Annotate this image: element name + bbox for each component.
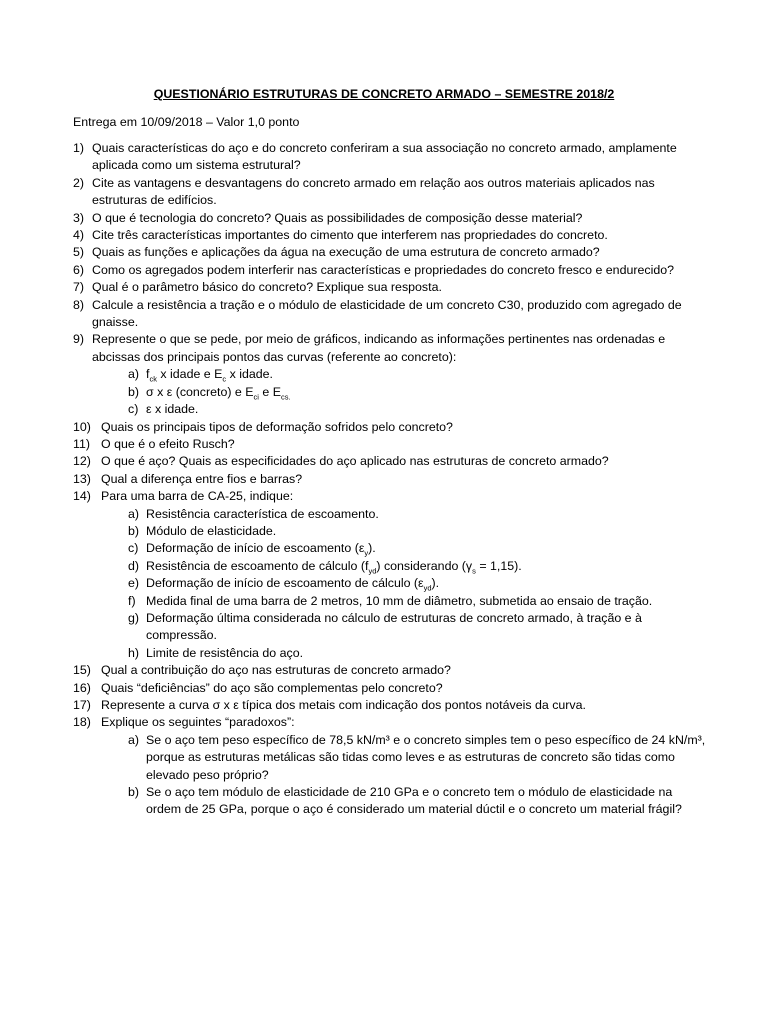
sub-item [0,610,768,645]
question-number: 8) [73,297,85,312]
sub-item-letter: b) [128,785,140,800]
sub-item-text: Se o aço tem módulo de elasticidade de 210 GPa e o concreto tem o módulo de elasticidade na ordem de 25 GPa, porque o aço é considerado um material dúctil e o concreto um material frágil? [146,785,682,817]
sub-item-letter: d) [128,558,140,573]
sub-item [0,593,768,610]
question-item [0,680,768,697]
question-number: 10) [73,419,91,434]
sub-item-text: σ x ε (concreto) e $E_{ci}$ e $E_{cs.}$ [146,384,291,402]
question-number: 15) [73,663,91,678]
question-number: 9) [73,332,85,347]
question-text: Quais os principais tipos de deformação sofridos pelo concreto? [101,419,453,434]
question-text: Cite as vantagens e desvantagens do concreto armado em relação aos outros materiais aplicados nas estruturas de edifícios. [92,175,655,208]
question-item [0,453,768,470]
question-number: 6) [73,262,85,277]
sub-item [0,540,768,557]
question-text: O que é tecnologia do concreto? Quais as possibilidades de composição desse material? [92,210,583,225]
question-number: 11) [73,436,90,451]
sub-item-letter: c) [128,541,139,556]
sub-item-text: Deformação última considerada no cálculo de estruturas de concreto armado, à tração e à compressão. [146,610,642,643]
document-title: QUESTIONÁRIO ESTRUTURAS DE CONCRETO ARMADO – SEMESTRE 2018/2 [153,87,615,101]
sub-item [0,523,768,540]
sub-item-text: Medida final de uma barra de 2 metros, 10 mm de diâmetro, submetida ao ensaio de tração. [146,593,653,608]
sub-item [0,506,768,523]
question-number: 1) [73,141,85,155]
sub-item [0,384,768,401]
question-item [0,471,768,488]
sub-item-letter: e) [128,576,140,591]
question-item [0,210,768,227]
question-item [0,262,768,279]
question-text: Quais “deficiências” do aço são complementas pelo concreto? [101,680,443,695]
sub-item-text: $f_{ck}$ x idade e $E_c$ x idade. [146,367,273,384]
question-number: 4) [73,228,85,243]
question-text: Represente a curva σ x ε típica dos metais com indicação dos pontos notáveis da curva. [101,698,586,712]
sub-item-letter: h) [128,645,140,660]
question-text: Represente o que se pede, por meio de gráficos, indicando as informações pertinentes nas ordenadas e abcissas dos principais pontos das curvas (referente ao concreto): [92,332,666,364]
sub-item-text: Se o aço tem peso específico de 78,5 kN/m³ e o concreto simples tem o peso específico de 24 kN/m³, porque as estruturas metálicas são tidas como leves e as estruturas de concreto são tidas como elevado peso próprio? [146,732,706,782]
sub-item [0,366,768,383]
question-item [0,175,768,210]
question-text: Qual a contribuição do aço nas estruturas de concreto armado? [101,663,451,678]
question-number: 18) [73,715,91,730]
question-item [0,662,768,679]
question-item [0,436,768,453]
question-item [0,279,768,296]
question-item [0,488,768,505]
sub-item-letter: g) [128,610,140,625]
question-item [0,297,768,332]
sub-item-text: ε x idade. [146,402,199,417]
sub-item-letter: a) [128,506,140,521]
delivery-info: Entrega em 10/09/2018 – Valor 1,0 ponto [73,115,300,129]
question-text: Qual a diferença entre fios e barras? [101,471,303,486]
sub-item-letter: c) [128,402,139,417]
question-text: Quais as funções e aplicações da água na execução de uma estrutura de concreto armado? [92,245,600,260]
question-item [0,697,768,714]
question-number: 2) [73,175,85,190]
sub-item [0,732,768,784]
question-text: O que é o efeito Rusch? [101,436,235,451]
question-item [0,244,768,261]
sub-item-letter: f) [128,593,136,608]
sub-item [0,401,768,418]
sub-item [0,645,768,662]
question-list [0,140,768,819]
sub-item-text: Limite de resistência do aço. [146,645,304,660]
question-number: 13) [73,471,91,486]
sub-item-text: Resistência característica de escoamento. [146,506,379,521]
sub-item-letter: b) [128,523,140,538]
question-number: 16) [73,680,91,695]
question-number: 14) [73,489,91,504]
question-item [0,331,768,366]
question-text: Calcule a resistência a tração e o módulo de elasticidade de um concreto C30, produzido com agregado de gnaisse. [92,297,682,330]
question-text: Para uma barra de CA-25, indique: [101,489,294,504]
question-number: 3) [73,210,85,225]
question-number: 12) [73,454,91,469]
question-number: 17) [73,698,91,712]
question-number: 5) [73,245,85,260]
question-item [0,140,768,175]
sub-item [0,784,768,819]
question-item [0,714,768,731]
sub-item-letter: a) [128,732,140,747]
question-text: Como os agregados podem interferir nas características e propriedades do concreto fresco e endurecido? [92,262,674,277]
sub-item-text: Módulo de elasticidade. [146,523,277,538]
sub-item-text: Deformação de início de escoamento $(\varepsilon_y)$. [146,541,376,558]
question-text: O que é aço? Quais as especificidades do aço aplicado nas estruturas de concreto armado? [101,454,609,469]
sub-item-letter: a) [128,367,140,382]
sub-item [0,558,768,575]
question-item [0,419,768,436]
sub-item-letter: b) [128,384,140,399]
sub-item [0,575,768,592]
question-text: Quais características do aço e do concreto conferiram a sua associação no concreto armado, amplamente aplicada como um sistema estrutural? [92,141,677,173]
question-text: Explique os seguintes “paradoxos”: [101,715,295,730]
sub-item-text: Resistência de escoamento de cálculo $(f_{yd})$ considerando $(\gamma_s = 1,15)$. [146,558,522,576]
sub-item-text: Deformação de início de escoamento de cálculo $(\varepsilon_{yd})$. [146,576,440,593]
question-text: Qual é o parâmetro básico do concreto? Explique sua resposta. [92,280,442,295]
question-number: 7) [73,280,85,295]
question-text: Cite três características importantes do cimento que interferem nas propriedades do concreto. [92,228,608,243]
question-item [0,227,768,244]
